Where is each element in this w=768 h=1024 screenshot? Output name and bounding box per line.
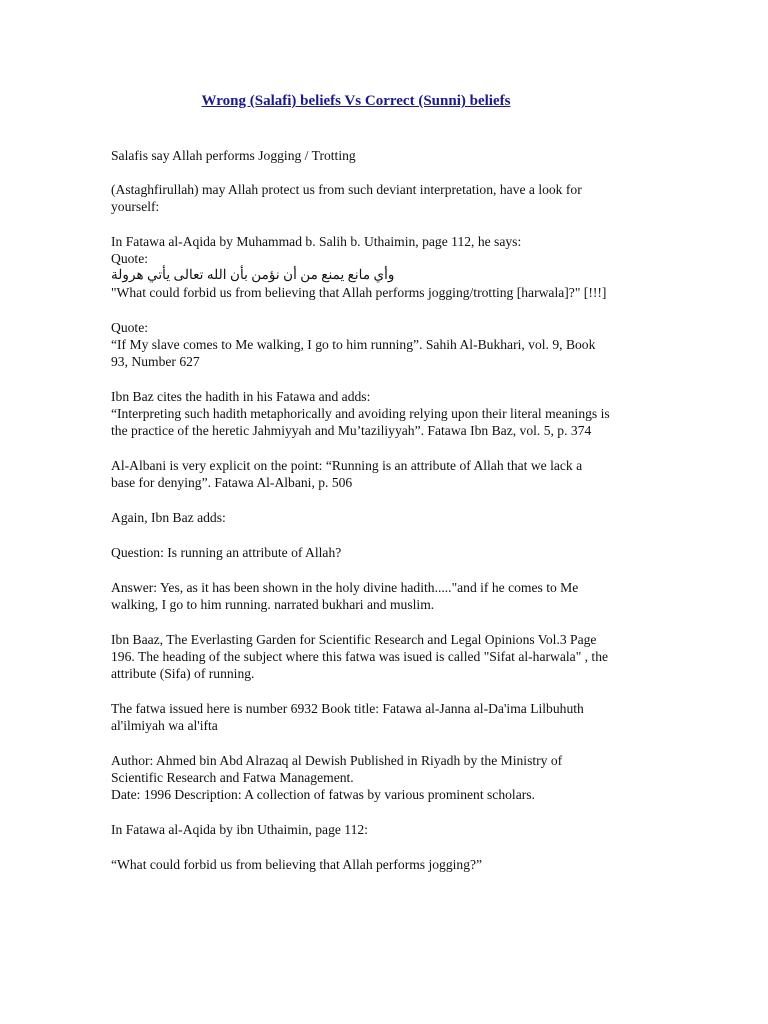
text-line: Salafis say Allah performs Jogging / Trotting [111,148,356,163]
text-line: “Interpreting such hadith metaphorically and avoiding relying upon their literal meanings is [111,406,610,421]
text-line: In Fatawa al-Aqida by Muhammad b. Salih b. Uthaimin, page 112, he says: [111,234,522,249]
question-line: Question: Is running an attribute of Allah? [111,545,342,560]
text-line: “If My slave comes to Me walking, I go to him running”. Sahih Al-Bukhari, vol. 9, Book [111,337,596,352]
answer-line: Answer: Yes, as it has been shown in the holy divine hadith....."and if he comes to Me [111,580,579,595]
arabic-quote: وأي مانع يمنع من أن نؤمن بأن الله تعالى يأتي هرولة [111,267,395,282]
text-line: yourself: [111,199,160,214]
text-line: 196. The heading of the subject where this fatwa was isued is called "Sifat al-harwala" , the [111,649,609,664]
text-line: Ibn Baz cites the hadith in his Fatawa and adds: [111,389,371,404]
text-line: "What could forbid us from believing that Allah performs jogging/trotting [harwala]?" [!!!] [111,285,607,300]
text-line: 93, Number 627 [111,354,200,369]
text-line: Author: Ahmed bin Abd Alrazaq al Dewish Published in Riyadh by the Ministry of [111,753,563,768]
text-line: Again, Ibn Baz adds: [111,510,226,525]
text-line: Scientific Research and Fatwa Management. [111,770,354,785]
text-line: In Fatawa al-Aqida by ibn Uthaimin, page 112: [111,822,368,837]
text-line: (Astaghfirullah) may Allah protect us from such deviant interpretation, have a look for [111,182,582,197]
text-line: Ibn Baaz, The Everlasting Garden for Scientific Research and Legal Opinions Vol.3 Page [111,632,597,647]
text-line: Al-Albani is very explicit on the point: “Running is an attribute of Allah that we lack a [111,458,583,473]
text-line: the practice of the heretic Jahmiyyah and Mu’taziliyyah”. Fatawa Ibn Baz, vol. 5, p. 374 [111,423,592,438]
text-line: The fatwa issued here is number 6932 Book title: Fatawa al-Janna al-Da'ima Lilbuhuth [111,701,584,716]
quote-label: Quote: [111,251,148,266]
document-title: Wrong (Salafi) beliefs Vs Correct (Sunni) beliefs [201,93,511,109]
text-line: Date: 1996 Description: A collection of fatwas by various prominent scholars. [111,787,535,802]
text-line: walking, I go to him running. narrated bukhari and muslim. [111,597,435,612]
quote-label: Quote: [111,320,148,335]
text-line: attribute (Sifa) of running. [111,666,255,681]
text-line: “What could forbid us from believing that Allah performs jogging?” [111,857,483,872]
text-line: al'ilmiyah wa al'ifta [111,718,218,733]
text-line: base for denying”. Fatawa Al-Albani, p. 506 [111,475,353,490]
